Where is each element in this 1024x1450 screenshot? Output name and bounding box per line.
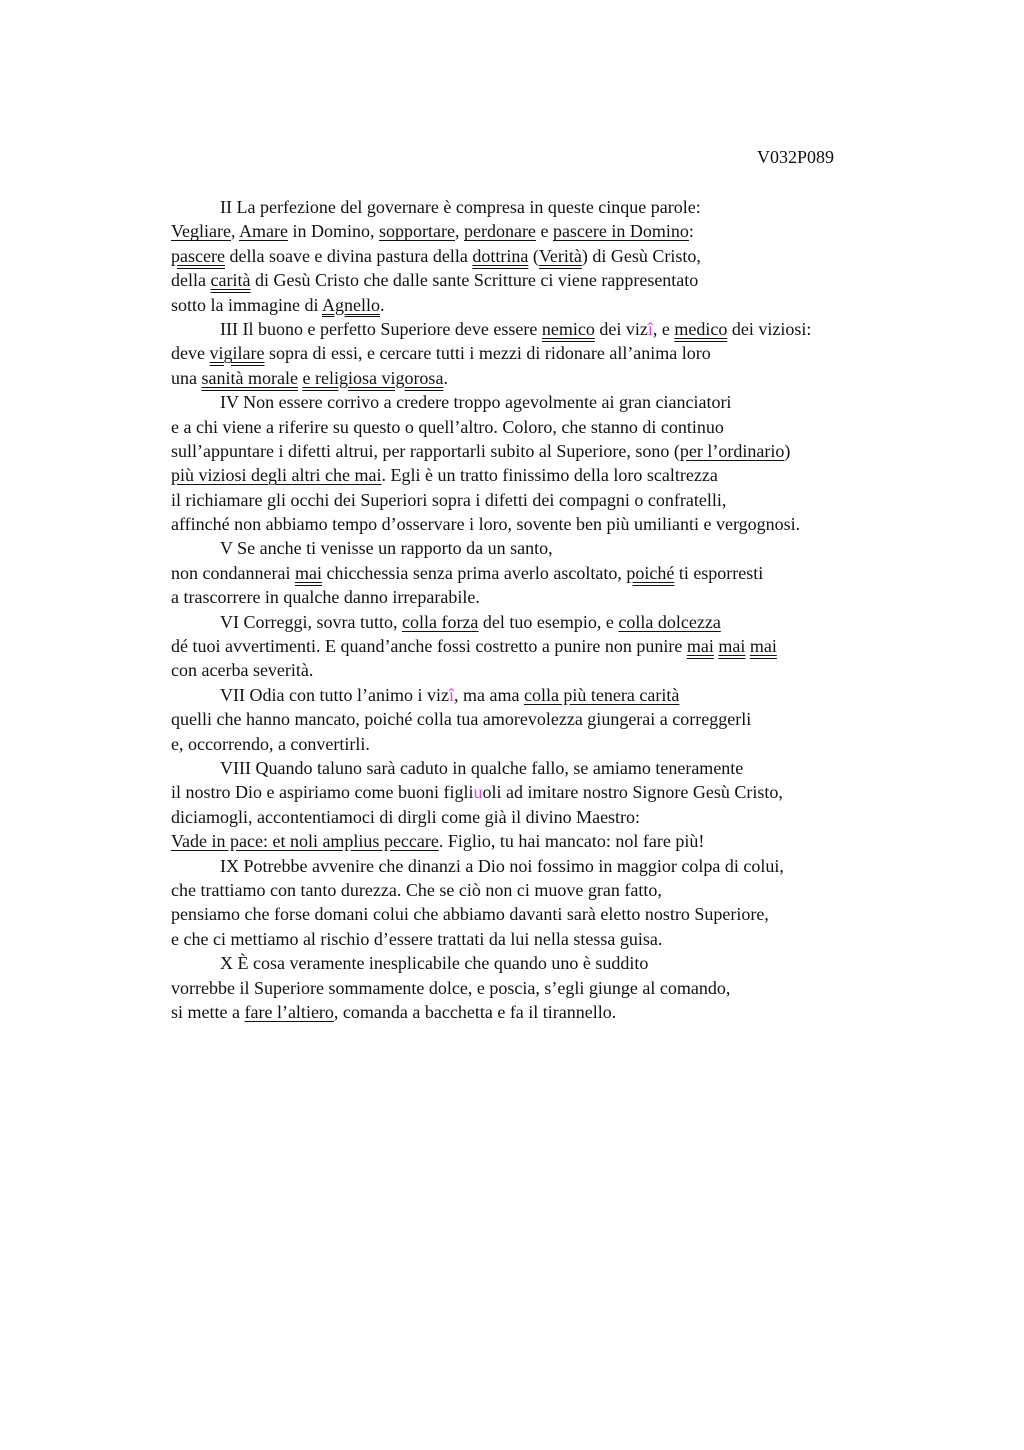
underlined-text: mai [718,636,746,657]
underlined-text: e religiosa vigorosa [302,367,444,388]
text-segment: una [171,367,202,388]
text-segment: ) di Gesù Cristo, [581,245,701,266]
text-line [171,658,931,682]
underlined-text: Vegliare [171,221,231,242]
text-line [171,439,931,463]
underlined-text: dottrina [472,245,529,266]
text-line [171,341,931,365]
text-segment: dé tuoi avvertimenti. E quand’anche fossi costretto a punire non punire [171,636,687,657]
text-segment: ti esporresti [674,562,764,583]
highlighted-character: î [647,318,653,339]
text-segment: . Figlio, tu hai mancato: nol fare più! [438,831,705,852]
text-segment: non condannerai [171,562,295,583]
text-segment: di Gesù Cristo che dalle sante Scritture ci viene rappresentato [250,270,699,291]
text-segment: pensiamo che forse domani colui che abbiamo davanti sarà eletto nostro Superiore, [171,904,769,925]
text-line [171,610,931,634]
text-line [171,293,931,317]
text-segment: il nostro Dio e aspiriamo come buoni figli [171,782,474,803]
text-segment: . [443,367,448,388]
text-segment: ) [784,440,791,461]
text-segment: quelli che hanno mancato, poiché colla tua amorevolezza giungerai a correggerli [171,709,752,730]
document-body [171,195,931,1024]
text-segment: vorrebbe il Superiore sommamente dolce, e poscia, s’egli giunge al comando, [171,977,731,998]
text-segment: : [688,221,694,242]
text-segment: della soave e divina pastura della [224,245,473,266]
underlined-text: mai [294,562,322,583]
text-line [171,829,931,853]
text-segment: IV Non essere corrivo a credere troppo agevolmente ai gran cianciatori [220,392,732,413]
text-segment: VII Odia con tutto l’animo i viz [220,684,449,705]
text-line [171,707,931,731]
text-line [171,805,931,829]
page-identifier: V032P089 [757,147,835,167]
text-segment: , ma ama [453,684,524,705]
text-segment: e a chi viene a riferire su questo o quell’altro. Coloro, che stanno di continuo [171,416,724,437]
text-line [171,854,931,878]
text-segment: IX Potrebbe avvenire che dinanzi a Dio noi fossimo in maggior colpa di colui, [220,855,784,876]
highlighted-character: î [448,684,454,705]
text-line [171,536,931,560]
text-segment: a trascorrere in qualche danno irreparabile. [171,587,480,608]
text-segment: che trattiamo con tanto durezza. Che se ciò non ci muove gran fatto, [171,879,662,900]
text-segment: ( [528,245,539,266]
text-line [171,951,931,975]
text-line [171,463,931,487]
text-segment: del tuo esempio, e [478,611,619,632]
highlighted-character: u [473,782,483,803]
underlined-text: Amare [238,221,288,242]
text-line [171,195,931,219]
text-segment: , comanda a bacchetta e fa il tirannello. [333,1001,617,1022]
underlined-text: Verità [538,245,582,266]
text-segment: diciamogli, accontentiamoci di dirgli come già il divino Maestro: [171,806,641,827]
underlined-text: vigilare [209,343,265,364]
text-segment: X È cosa veramente inesplicabile che quando uno è suddito [220,953,649,974]
text-line [171,878,931,902]
text-segment: , e [652,318,675,339]
underlined-text: per l’ordinario [679,440,785,461]
text-line [171,268,931,292]
text-line [171,366,931,390]
text-line [171,390,931,414]
text-segment: II La perfezione del governare è compresa in queste cinque parole: [220,197,701,217]
text-segment: affinché non abbiamo tempo d’osservare i loro, sovente ben più umilianti e vergognosi. [171,514,801,535]
underlined-text: sanità morale [201,367,298,388]
text-line [171,219,931,243]
text-line [171,732,931,756]
text-line [171,561,931,585]
text-segment: . Egli è un tratto finissimo della loro scaltrezza [381,465,718,486]
text-segment: . [380,294,385,315]
text-line [171,780,931,804]
text-line [171,756,931,780]
text-segment: VIII Quando taluno sarà caduto in qualche fallo, se amiamo teneramente [220,757,744,778]
text-segment: dei viz [594,318,648,339]
text-line [171,902,931,926]
text-segment: III Il buono e perfetto Superiore deve essere [220,318,542,339]
text-line [171,415,931,439]
text-segment: il richiamare gli occhi dei Superiori sopra i difetti dei compagni o confratelli, [171,489,727,510]
underlined-text: Agnello [322,294,380,315]
text-segment: , [230,221,239,242]
text-segment: sopra di essi, e cercare tutti i mezzi di ridonare all’anima loro [264,343,711,364]
text-segment: VI Correggi, sovra tutto, [220,611,402,632]
text-segment: chicchessia senza prima averlo ascoltato, [321,562,627,583]
text-segment: oli ad imitare nostro Signore Gesù Cristo, [482,782,783,803]
text-segment: dei viziosi: [727,318,812,339]
underlined-text: poiché [626,562,675,583]
underlined-text: medico [674,318,728,339]
underlined-text: fare l’altiero [244,1001,334,1022]
text-line [171,1000,931,1024]
underlined-text: colla forza [401,611,479,632]
text-line [171,585,931,609]
text-segment: e [535,221,553,242]
underlined-text: sopportare [378,221,455,242]
underlined-text: colla dolcezza [618,611,721,632]
underlined-text: Vade in pace: et noli amplius peccare [171,831,439,852]
underlined-text: nemico [541,318,595,339]
underlined-text: perdonare [463,221,536,242]
text-segment: sull’appuntare i difetti altrui, per rapportarli subito al Superiore, sono ( [171,440,680,461]
text-line [171,244,931,268]
text-line [171,927,931,951]
text-line [171,488,931,512]
text-segment: deve [171,343,210,364]
underlined-text: carità [210,270,251,291]
text-segment: si mette a [171,1001,245,1022]
text-segment: , [454,221,464,242]
text-line [171,634,931,658]
underlined-text: più viziosi degli altri che mai [171,465,382,486]
text-segment: e, occorrendo, a convertirli. [171,733,370,754]
underlined-text: mai [686,636,714,657]
underlined-text: pascere [171,245,225,266]
text-line [171,512,931,536]
text-line [171,317,931,341]
text-segment: V Se anche ti venisse un rapporto da un santo, [220,538,553,559]
text-segment: sotto la immagine di [171,294,322,315]
text-segment: e che ci mettiamo al rischio d’essere trattati da lui nella stessa guisa. [171,928,663,949]
text-line [171,683,931,707]
underlined-text: mai [749,636,777,657]
text-segment: con acerba severità. [171,660,314,681]
text-line [171,976,931,1000]
underlined-text: colla più tenera carità [523,684,680,705]
text-segment: della [171,270,211,291]
text-segment: in Domino, [287,221,379,242]
underlined-text: pascere in Domino [552,221,689,242]
